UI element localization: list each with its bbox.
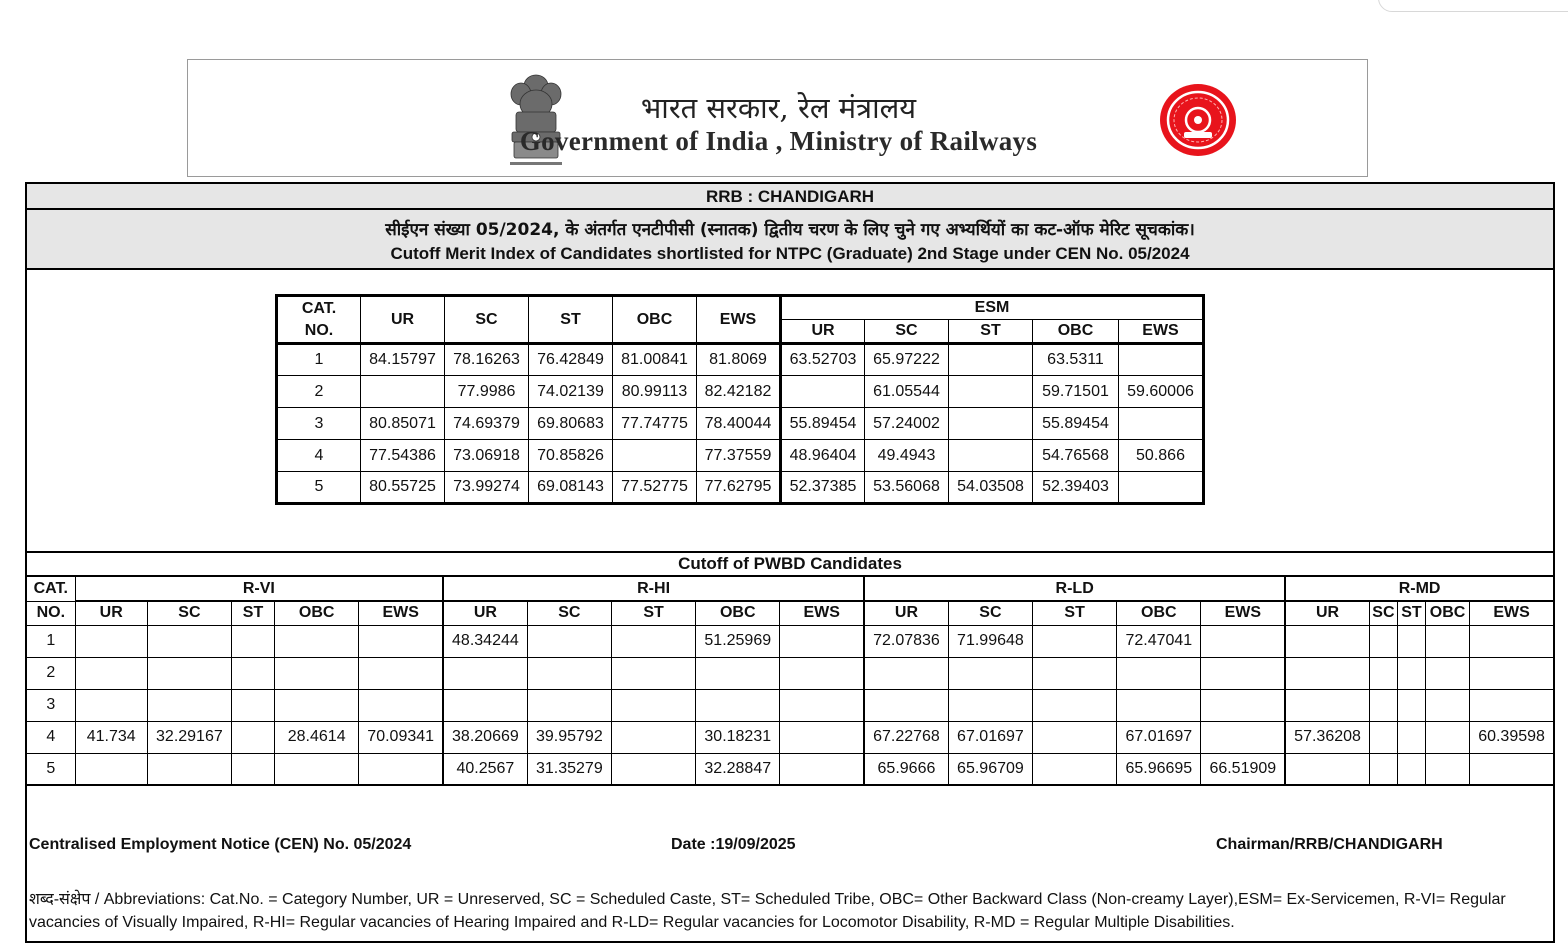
esm-value-cell: [949, 440, 1033, 472]
pwbd-value-cell: [611, 625, 695, 657]
pwbd-value-cell: [1470, 625, 1553, 657]
esm-col-header: SC: [865, 320, 949, 344]
pwbd-value-cell: 67.01697: [948, 721, 1032, 753]
pwbd-value-cell: [75, 753, 147, 785]
pwbd-value-cell: [780, 721, 864, 753]
pwbd-value-cell: [1369, 689, 1397, 721]
pwbd-col-header: SC: [147, 601, 231, 625]
table-row: [27, 753, 1553, 785]
pwbd-value-cell: [1033, 753, 1117, 785]
pwbd-col-header: SC: [527, 601, 611, 625]
cutoff-value-cell: 80.85071: [361, 408, 445, 440]
cutoff-value-cell: 77.52775: [613, 472, 697, 504]
pwbd-col-header: UR: [75, 601, 147, 625]
pwbd-col-header: EWS: [780, 601, 864, 625]
pwbd-value-cell: [611, 657, 695, 689]
cutoff-value-cell: 80.99113: [613, 376, 697, 408]
table-row: [27, 657, 1553, 689]
pwbd-value-cell: [780, 753, 864, 785]
group-header-r-md: R-MD: [1285, 577, 1553, 601]
esm-value-cell: 50.866: [1119, 440, 1204, 472]
pwbd-col-header: ST: [611, 601, 695, 625]
cutoff-value-cell: 78.16263: [445, 344, 529, 376]
cutoff-value-cell: 77.62795: [697, 472, 781, 504]
esm-value-cell: 63.5311: [1033, 344, 1119, 376]
esm-value-cell: [781, 376, 865, 408]
pwbd-value-cell: [1201, 625, 1285, 657]
pwbd-value-cell: [1397, 753, 1425, 785]
pwbd-value-cell: [1470, 689, 1553, 721]
cat-no-header: CAT. NO.: [277, 296, 361, 344]
pwbd-value-cell: [231, 721, 274, 753]
pwbd-col-header: EWS: [359, 601, 443, 625]
esm-value-cell: 52.39403: [1033, 472, 1119, 504]
cat-number-cell: 2: [277, 376, 361, 408]
pwbd-col-header: EWS: [1470, 601, 1553, 625]
group-header-r-hi: R-HI: [443, 577, 864, 601]
pwbd-value-cell: 41.734: [75, 721, 147, 753]
group-header-r-vi: R-VI: [75, 577, 443, 601]
cutoff-value-cell: 77.37559: [697, 440, 781, 472]
pwbd-value-cell: [1033, 625, 1117, 657]
pwbd-col-header: UR: [1285, 601, 1369, 625]
esm-value-cell: 48.96404: [781, 440, 865, 472]
pwbd-value-cell: 57.36208: [1285, 721, 1369, 753]
pwbd-value-cell: [1426, 625, 1470, 657]
pwbd-value-cell: [1426, 753, 1470, 785]
esm-value-cell: 59.60006: [1119, 376, 1204, 408]
subtitle-english: Cutoff Merit Index of Candidates shortlisted for NTPC (Graduate) 2nd Stage under CEN No. 05/2024: [390, 244, 1190, 263]
cutoff-value-cell: 70.85826: [529, 440, 613, 472]
pwbd-value-cell: 51.25969: [696, 625, 780, 657]
esm-value-cell: [949, 344, 1033, 376]
cutoff-value-cell: 80.55725: [361, 472, 445, 504]
cen-number: Centralised Employment Notice (CEN) No. 05/2024: [29, 836, 412, 853]
pwbd-value-cell: [359, 753, 443, 785]
cutoff-value-cell: 84.15797: [361, 344, 445, 376]
pwbd-value-cell: 39.95792: [527, 721, 611, 753]
cat-number-cell: 3: [277, 408, 361, 440]
esm-col-header: EWS: [1119, 320, 1204, 344]
pwbd-value-cell: [359, 625, 443, 657]
pwbd-value-cell: [75, 657, 147, 689]
pwbd-value-cell: [527, 689, 611, 721]
group-header-r-ld: R-LD: [864, 577, 1285, 601]
cutoff-value-cell: 77.9986: [445, 376, 529, 408]
pwbd-value-cell: [443, 657, 527, 689]
pwbd-value-cell: 70.09341: [359, 721, 443, 753]
pwbd-value-cell: [1285, 625, 1369, 657]
pwbd-col-header: ST: [231, 601, 274, 625]
esm-group-header: ESM: [781, 296, 1204, 320]
cutoff-value-cell: 69.80683: [529, 408, 613, 440]
pwbd-value-cell: 38.20669: [443, 721, 527, 753]
esm-value-cell: 53.56068: [865, 472, 949, 504]
pwbd-value-cell: [1397, 721, 1425, 753]
cat-number-cell: 1: [277, 344, 361, 376]
pwbd-value-cell: [780, 657, 864, 689]
pwbd-value-cell: [1369, 657, 1397, 689]
cutoff-value-cell: [361, 376, 445, 408]
cutoff-value-cell: 77.54386: [361, 440, 445, 472]
esm-value-cell: 54.76568: [1033, 440, 1119, 472]
pwbd-value-cell: [780, 689, 864, 721]
table-row: [27, 625, 1553, 657]
pwbd-value-cell: [611, 753, 695, 785]
cat-no-header: NO.: [27, 601, 75, 625]
cat-number-cell: 5: [277, 472, 361, 504]
subtitle-hindi: सीईएन संख्या 05/2024, के अंतर्गत एनटीपीसी (स्नातक) द्वितीय चरण के लिए चुने गए अभ्यर्थियों का कट-ऑफ मेरिट सूचकांक।: [385, 220, 1195, 240]
cutoff-document: [25, 182, 1555, 943]
esm-value-cell: 55.89454: [1033, 408, 1119, 440]
esm-value-cell: 61.05544: [865, 376, 949, 408]
col-header: ST: [529, 296, 613, 344]
pwbd-value-cell: 30.18231: [696, 721, 780, 753]
pwbd-value-cell: [1369, 753, 1397, 785]
pwbd-cutoff-table: [27, 577, 1553, 786]
pwbd-value-cell: [1117, 689, 1201, 721]
pwbd-value-cell: [1285, 657, 1369, 689]
pwbd-value-cell: [359, 689, 443, 721]
cutoff-value-cell: 81.00841: [613, 344, 697, 376]
cutoff-value-cell: 78.40044: [697, 408, 781, 440]
pwbd-value-cell: 67.22768: [864, 721, 948, 753]
cat-number-cell: 4: [277, 440, 361, 472]
pwbd-value-cell: [1426, 721, 1470, 753]
pwbd-value-cell: 66.51909: [1201, 753, 1285, 785]
pwbd-value-cell: [1201, 689, 1285, 721]
cat-number-cell: 4: [27, 721, 75, 753]
esm-value-cell: 55.89454: [781, 408, 865, 440]
pwbd-value-cell: [75, 689, 147, 721]
pwbd-value-cell: [1033, 689, 1117, 721]
esm-value-cell: 65.97222: [865, 344, 949, 376]
pwbd-col-header: ST: [1397, 601, 1425, 625]
pwbd-value-cell: [275, 625, 359, 657]
table-row: [277, 344, 1204, 376]
pwbd-title: Cutoff of PWBD Candidates: [27, 551, 1553, 577]
table-row: [277, 440, 1204, 472]
subtitle-block: [27, 210, 1553, 270]
cat-number-cell: 1: [27, 625, 75, 657]
pwbd-value-cell: [780, 625, 864, 657]
pwbd-value-cell: [231, 625, 274, 657]
esm-value-cell: 59.71501: [1033, 376, 1119, 408]
cutoff-value-cell: 73.99274: [445, 472, 529, 504]
cutoff-value-cell: 81.8069: [697, 344, 781, 376]
cutoff-value-cell: 76.42849: [529, 344, 613, 376]
pwbd-value-cell: [231, 689, 274, 721]
col-header: SC: [445, 296, 529, 344]
esm-value-cell: [949, 376, 1033, 408]
pwbd-value-cell: 40.2567: [443, 753, 527, 785]
pwbd-value-cell: [147, 625, 231, 657]
esm-value-cell: 57.24002: [865, 408, 949, 440]
table-row: [277, 376, 1204, 408]
pwbd-value-cell: [1470, 753, 1553, 785]
pwbd-value-cell: [443, 689, 527, 721]
cutoff-value-cell: 73.06918: [445, 440, 529, 472]
pwbd-value-cell: [275, 689, 359, 721]
esm-value-cell: [1119, 472, 1204, 504]
table-row: [277, 408, 1204, 440]
cutoff-value-cell: 74.02139: [529, 376, 613, 408]
esm-col-header: UR: [781, 320, 865, 344]
pwbd-value-cell: [147, 753, 231, 785]
pwbd-col-header: SC: [948, 601, 1032, 625]
cutoff-value-cell: 74.69379: [445, 408, 529, 440]
pwbd-value-cell: 65.96709: [948, 753, 1032, 785]
pwbd-col-header: OBC: [275, 601, 359, 625]
banner-title-english: Government of India , Ministry of Railways: [519, 126, 1038, 156]
cat-no-header: CAT.: [27, 577, 75, 601]
pwbd-value-cell: [359, 657, 443, 689]
pwbd-col-header: OBC: [696, 601, 780, 625]
pwbd-col-header: UR: [443, 601, 527, 625]
pwbd-col-header: ST: [1033, 601, 1117, 625]
col-header: EWS: [697, 296, 781, 344]
pwbd-value-cell: 65.96695: [1117, 753, 1201, 785]
pwbd-value-cell: [1470, 657, 1553, 689]
pwbd-value-cell: [1369, 721, 1397, 753]
pwbd-value-cell: [1033, 657, 1117, 689]
pwbd-value-cell: 32.28847: [696, 753, 780, 785]
pwbd-value-cell: 65.9666: [864, 753, 948, 785]
signatory: Chairman/RRB/CHANDIGARH: [1216, 836, 1443, 853]
esm-col-header: OBC: [1033, 320, 1119, 344]
pwbd-value-cell: [1397, 689, 1425, 721]
pwbd-value-cell: [1426, 689, 1470, 721]
pwbd-value-cell: [1397, 625, 1425, 657]
esm-col-header: ST: [949, 320, 1033, 344]
pwbd-value-cell: [1201, 657, 1285, 689]
general-cutoff-table: [275, 294, 1205, 505]
esm-value-cell: 54.03508: [949, 472, 1033, 504]
pwbd-value-cell: [864, 689, 948, 721]
table-row: [27, 721, 1553, 753]
table-row: [27, 689, 1553, 721]
notice-date: Date :19/09/2025: [671, 836, 796, 853]
pwbd-value-cell: [1033, 721, 1117, 753]
cat-number-cell: 5: [27, 753, 75, 785]
pwbd-value-cell: [1397, 657, 1425, 689]
pwbd-value-cell: [611, 721, 695, 753]
pwbd-value-cell: [948, 689, 1032, 721]
pwbd-value-cell: [147, 657, 231, 689]
pwbd-col-header: SC: [1369, 601, 1397, 625]
pwbd-value-cell: 60.39598: [1470, 721, 1553, 753]
pwbd-value-cell: [75, 625, 147, 657]
esm-value-cell: [949, 408, 1033, 440]
pwbd-value-cell: [231, 753, 274, 785]
table-row: [277, 472, 1204, 504]
cutoff-value-cell: 77.74775: [613, 408, 697, 440]
pwbd-value-cell: [696, 689, 780, 721]
pwbd-value-cell: [1285, 689, 1369, 721]
pwbd-col-header: UR: [864, 601, 948, 625]
col-header: UR: [361, 296, 445, 344]
pwbd-value-cell: [1117, 657, 1201, 689]
pwbd-value-cell: 48.34244: [443, 625, 527, 657]
pwbd-value-cell: [948, 657, 1032, 689]
col-header: OBC: [613, 296, 697, 344]
pwbd-value-cell: [864, 657, 948, 689]
pwbd-value-cell: [1426, 657, 1470, 689]
cutoff-value-cell: 69.08143: [529, 472, 613, 504]
pwbd-value-cell: 72.47041: [1117, 625, 1201, 657]
pwbd-value-cell: 67.01697: [1117, 721, 1201, 753]
pwbd-value-cell: [611, 689, 695, 721]
esm-value-cell: [1119, 408, 1204, 440]
banner-title-hindi: भारत सरकार, रेल मंत्रालय: [640, 91, 917, 125]
pwbd-value-cell: [147, 689, 231, 721]
pwbd-value-cell: [1285, 753, 1369, 785]
pwbd-col-header: EWS: [1201, 601, 1285, 625]
esm-value-cell: [1119, 344, 1204, 376]
pwbd-value-cell: [275, 657, 359, 689]
pwbd-value-cell: [231, 657, 274, 689]
pwbd-value-cell: [1369, 625, 1397, 657]
cat-number-cell: 2: [27, 657, 75, 689]
pwbd-col-header: OBC: [1426, 601, 1470, 625]
pwbd-value-cell: [696, 657, 780, 689]
cat-number-cell: 3: [27, 689, 75, 721]
pwbd-value-cell: [527, 625, 611, 657]
pwbd-col-header: OBC: [1117, 601, 1201, 625]
pwbd-value-cell: [527, 657, 611, 689]
esm-value-cell: 49.4943: [865, 440, 949, 472]
pwbd-value-cell: 72.07836: [864, 625, 948, 657]
cutoff-value-cell: [613, 440, 697, 472]
esm-value-cell: 63.52703: [781, 344, 865, 376]
pwbd-value-cell: 71.99648: [948, 625, 1032, 657]
cutoff-value-cell: 82.42182: [697, 376, 781, 408]
pwbd-value-cell: 28.4614: [275, 721, 359, 753]
pwbd-value-cell: 32.29167: [147, 721, 231, 753]
pwbd-value-cell: [1201, 721, 1285, 753]
abbreviations-note: शब्द-संक्षेप / Abbreviations: Cat.No. = Category Number, UR = Unreserved, SC = Scheduled Caste, ST= Scheduled Tribe, OBC= Other Backward Class (Non-creamy Layer),ESM= Ex-Servicemen, R-VI= Regular vacancies of Visually Impaired, R-HI= Regular vacancies of Hearing Impaired and R-LD= Regular vacancies for Locomotor Disability, R-MD = Regular Multiple Disabilities.: [29, 891, 1506, 931]
rrb-header: RRB : CHANDIGARH: [27, 184, 1553, 210]
pwbd-value-cell: [275, 753, 359, 785]
esm-value-cell: 52.37385: [781, 472, 865, 504]
pwbd-value-cell: 31.35279: [527, 753, 611, 785]
indian-railways-logo-icon: [1158, 82, 1238, 158]
browser-corner-tab: [1378, 0, 1568, 12]
